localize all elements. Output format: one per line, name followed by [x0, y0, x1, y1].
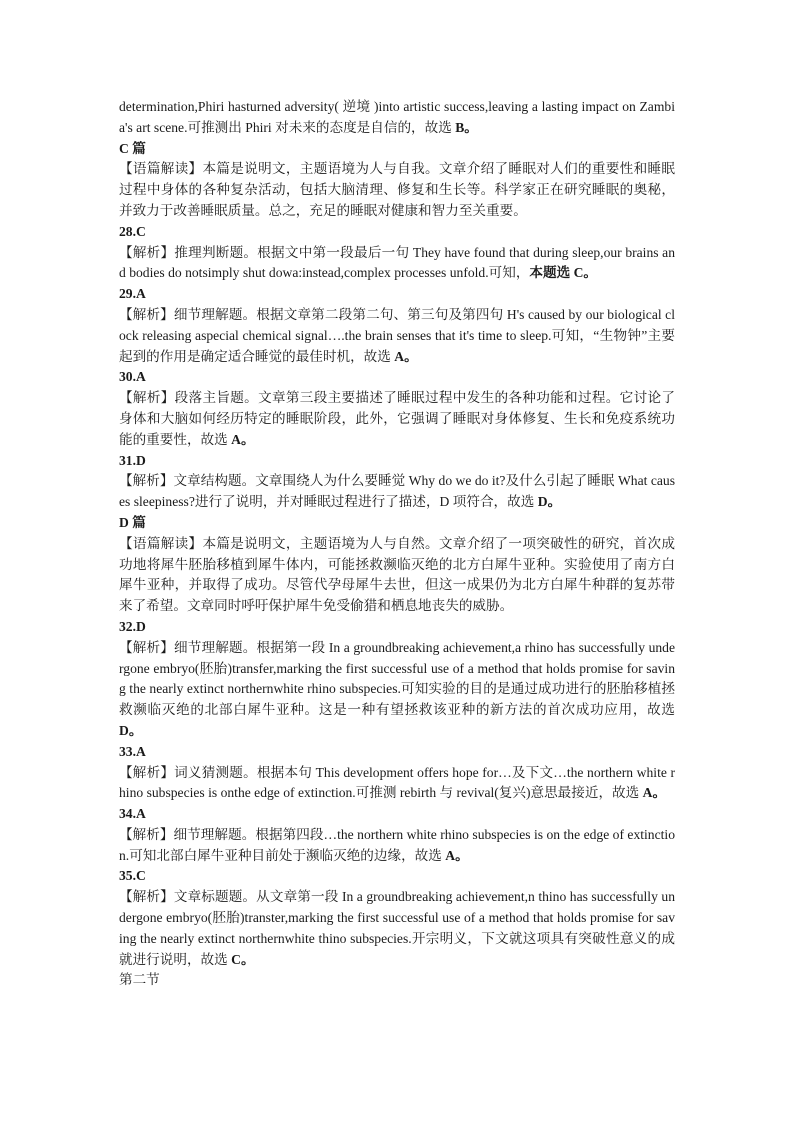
sentence-end: 。: [240, 951, 255, 967]
paragraph-text: 【解析】段落主旨题。文章第三段主要描述了睡眠过程中发生的各种功能和过程。它讨论了身体和大脑如何经历特定的睡眠阶段，此外，它强调了睡眠对身体修复、生长和免疫系统功能的重要性，故选: [119, 390, 675, 447]
section-heading: C 篇: [119, 140, 146, 156]
sentence-end: 。: [128, 722, 143, 738]
explanation-paragraph: [119, 97, 675, 139]
section-heading: 34.A: [119, 806, 146, 822]
answer-letter: A: [231, 431, 241, 447]
explanation-paragraph: [119, 534, 675, 617]
answer-letter: A: [642, 785, 653, 801]
answer-letter: C: [231, 951, 241, 967]
answer-letter: A: [445, 847, 456, 863]
explanation-paragraph: [119, 243, 675, 285]
paragraph-text: 【解析】细节理解题。根据第四段…the northern white rhino subspecies is on the edge of extinction.可知北部白犀牛亚种目前处于濒临灭绝的边缘，故选: [119, 826, 675, 863]
paragraph-text: 【解析】推理判断题。根据文中第一段最后一句 They have found that during sleep,our brains and bodies do notsimply shut dowa:instead,complex processes unfold.可知，: [119, 244, 675, 281]
sentence-end: 。: [652, 785, 667, 801]
paragraph-text: 【语篇解读】本篇是说明文，主题语境为人与自我。文章介绍了睡眠对人们的重要性和睡眠过程中身体的各种复杂活动，包括大脑清理、修复和生长等。科学家正在研究睡眠的奥秘，并致力于改善睡眠质量。总之，充足的睡眠对健康和智力至关重要。: [119, 161, 675, 218]
document-body: [119, 97, 675, 991]
section-heading: 31.D: [119, 452, 146, 468]
sentence-end: 。: [547, 494, 562, 510]
explanation-paragraph: [119, 638, 675, 742]
answer-letter: D: [537, 494, 548, 510]
paragraph-text: determination,Phiri hasturned adversity( 逆境 )into artistic success,leaving a lasting impact on Zambia's art scene.可推测出 Phiri 对未来的态度是自信的，故选: [119, 99, 675, 135]
section-heading: 33.A: [119, 743, 146, 759]
answer-letter: D: [119, 722, 129, 738]
paragraph-text: 【解析】文章标题题。从文章第一段 In a groundbreaking achievement,n thino has successfully undergone embryo(胚胎)transter,marking the first successful use of a method that holds promise for saving the nearly extinct northernwhite thino subspecies.开宗明义，下文就这项具有突破性意义的成就进行说明，故选: [119, 889, 675, 967]
paragraph-text: 【解析】细节理解题。根据文章第二段第二句、第三句及第四句 H's caused by our biological clock releasing aspecial chemical signal….the brain senses that it's time to sleep.可知，“生物钟”主要起到的作用是确定适合睡觉的最佳时机，故选: [119, 306, 675, 364]
bold-conclusion: 本题选 C: [529, 265, 584, 281]
section-heading: 28.C: [119, 223, 146, 239]
paragraph-text: 【解析】细节理解题。根据第一段 In a groundbreaking achievement,a rhino has successfully undergone embryo(胚胎)transfer,marking the first successful use of a method that holds promise for saving the nearly extinct northernwhite rhino subspecies.可知实验的目的是通过成功进行的胚胎移植拯救濒临灭绝的北部白犀牛亚种。这是一种有望拯救该亚种的新方法的首次成功应用，故选: [119, 639, 675, 718]
explanation-paragraph: [119, 305, 675, 367]
explanation-paragraph: [119, 825, 675, 867]
section-heading: D 篇: [119, 514, 146, 530]
explanation-paragraph: [119, 159, 675, 221]
section-heading: 32.D: [119, 618, 146, 634]
paragraph-text: 【解析】文章结构题。文章围绕人为什么要睡觉 Why do we do it?及什么引起了睡眠 What causes sleepiness?进行了说明，并对睡眠过程进行了描述，D 项符合，故选: [119, 473, 675, 510]
explanation-paragraph: [119, 763, 675, 805]
explanation-paragraph: [119, 388, 675, 450]
answer-letter: B: [455, 119, 465, 135]
section-heading: 30.A: [119, 369, 146, 385]
sentence-end: 。: [464, 119, 478, 135]
paragraph-text: 【语篇解读】本篇是说明文，主题语境为人与自然。文章介绍了一项突破性的研究，首次成功地将犀牛胚胎移植到犀牛体内，可能拯救濒临灭绝的北方白犀牛亚种。实验使用了南方白犀牛亚种，并取得了成功。尽管代孕母犀牛去世，但这一成果仍为北方白犀牛种群的复苏带来了希望。文章同时呼吁保护犀牛免受偷猎和栖息地丧失的威胁。: [119, 535, 675, 614]
sentence-end: 。: [455, 847, 469, 863]
sentence-end: 。: [404, 348, 418, 364]
sentence-end: 。: [583, 265, 598, 281]
explanation-paragraph: [119, 887, 675, 970]
section-heading: 35.C: [119, 868, 146, 884]
paragraph-text: 【解析】词义猜测题。根据本句 This development offers hope for…及下文…the northern white rhino subspecies is onthe edge of extinction.可推测 rebirth 与 revival(复兴)意思最接近，故选: [119, 764, 675, 801]
section-label: 第二节: [119, 972, 160, 988]
explanation-paragraph: [119, 471, 675, 513]
sentence-end: 。: [240, 431, 255, 447]
answer-letter: A: [394, 348, 405, 364]
section-heading: 29.A: [119, 286, 146, 302]
